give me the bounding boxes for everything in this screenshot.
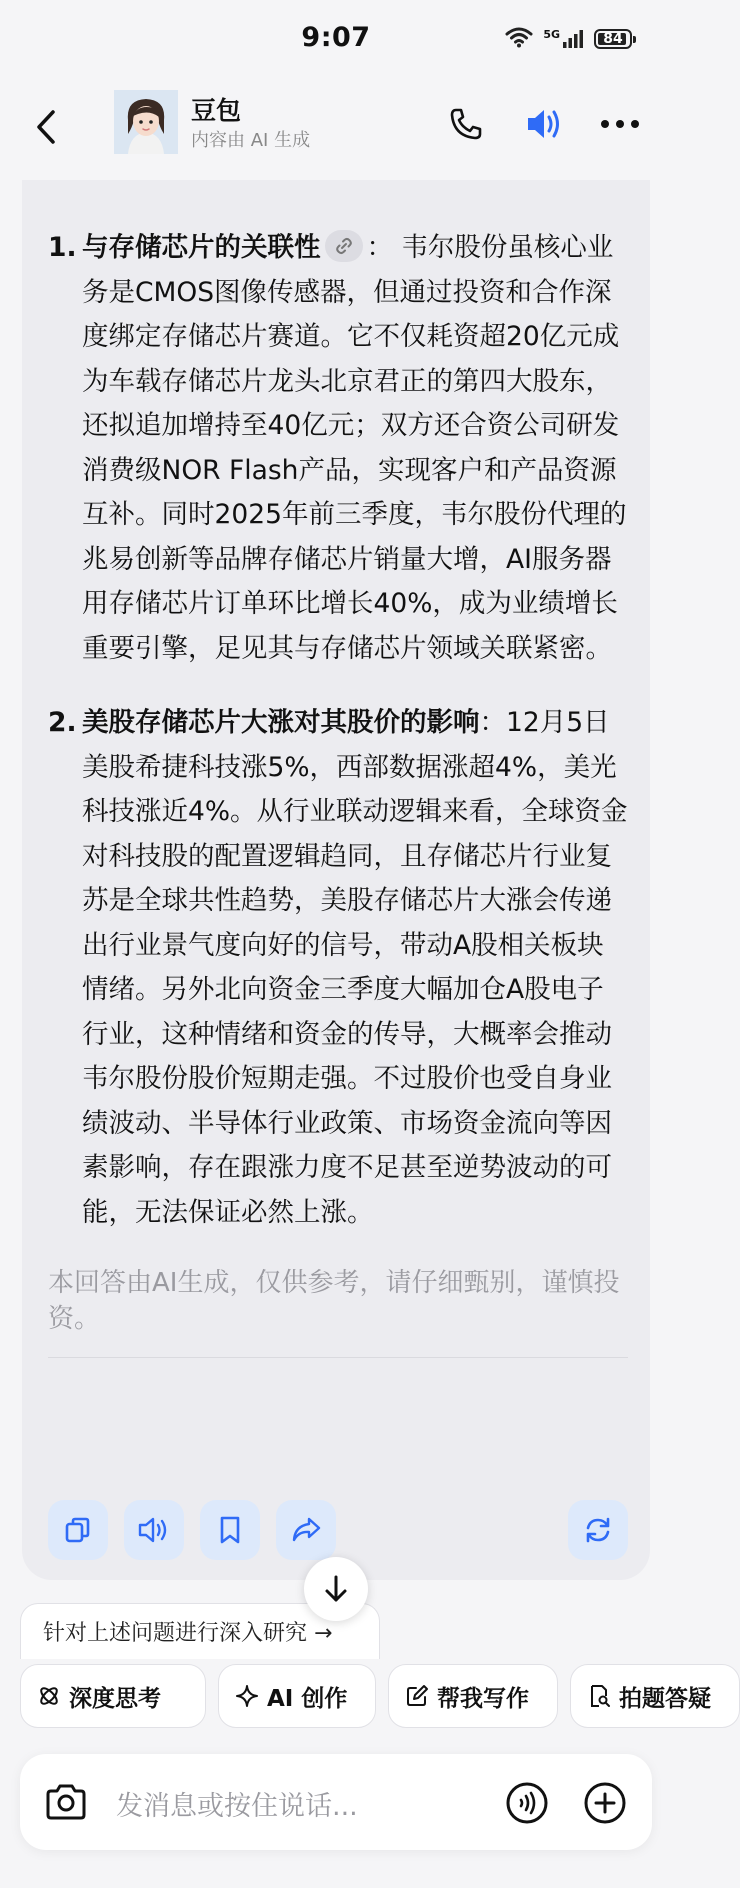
bookmark-button[interactable] [200,1500,260,1560]
sparkle-icon [235,1684,259,1708]
photo-question-icon [587,1684,611,1708]
item-text: 12月5日美股希捷科技涨5%，西部数据涨超4%，美光科技涨近4%。从行业联动逻辑来看，全球资金对科技股的配置逻辑趋同，且存储芯片行业复苏是全球共性趋势，美股存储芯片大涨会传递出行业景气度向好的信号，带动A股相关板块情绪。另外北向资金三季度大幅加仓A股电子行业，这种情绪和资金的传导，大概率会推动韦尔股份股价短期走强。不过股价也受自身业绩波动、半导体行业政策、市场资金流向等因素影响，存在跟涨力度不足甚至逆势波动的可能，无法保证必然上涨。 [82,707,628,1228]
link-icon [334,236,354,256]
camera-button[interactable] [42,1778,90,1826]
share-icon [290,1515,322,1545]
help-write-label: 帮我写作 [437,1685,529,1712]
phone-icon [448,106,484,142]
message-input[interactable]: 发消息或按住说话... [116,1791,358,1822]
write-icon [405,1684,429,1708]
chat-header [0,80,672,180]
item-title: 与存储芯片的关联性 [82,232,321,263]
list-number: 2. [48,707,77,738]
battery-icon [594,29,632,49]
read-aloud-button[interactable] [124,1500,184,1560]
deep-think-label: 深度思考 [69,1685,161,1712]
message-body [48,170,628,1358]
ai-disclaimer: 本回答由AI生成，仅供参考，请仔细甄别，谨慎投资。 [48,1268,620,1334]
photo-question-button[interactable] [570,1664,740,1728]
suggested-question-label: 针对上述问题进行深入研究 → [43,1621,333,1646]
add-attachment-button[interactable] [582,1780,628,1826]
plus-icon [583,1781,627,1825]
share-button[interactable] [276,1500,336,1560]
read-aloud-icon [137,1515,171,1545]
quick-actions-bar [20,1664,711,1730]
divider [48,1357,628,1358]
regenerate-icon [582,1514,614,1546]
copy-button[interactable] [48,1500,108,1560]
chat-subtitle: 内容由 AI 生成 [191,130,311,151]
list-number: 1. [48,232,77,263]
phone-button[interactable] [442,100,490,148]
list-item [48,701,628,1235]
speaker-button[interactable] [520,100,568,148]
chat-title: 豆包 [191,96,242,125]
deep-think-icon [37,1684,61,1708]
system-icons [505,26,632,52]
more-icon [600,119,640,129]
item-sep: ： [479,707,506,738]
wifi-icon [505,26,533,52]
bookmark-icon [217,1515,243,1545]
battery-text: 84 [603,31,623,47]
deep-think-button[interactable] [20,1664,206,1728]
back-button[interactable] [26,102,66,152]
voice-call-button[interactable] [504,1780,550,1826]
list-item [48,226,628,671]
answer-list [48,226,628,1235]
status-time: 9:07 [301,22,371,53]
camera-icon [44,1782,88,1822]
scroll-to-bottom-button[interactable] [304,1557,368,1621]
item-sep: ： [366,232,393,263]
more-button[interactable] [596,100,644,148]
arrow-down-icon [323,1574,349,1604]
voice-wave-icon [505,1781,549,1825]
status-bar [0,0,672,80]
item-title: 美股存储芯片大涨对其股价的影响 [82,707,480,738]
message-actions [48,1500,628,1560]
regenerate-button[interactable] [568,1500,628,1560]
message-input-bar [20,1754,652,1850]
cellular-icon [543,29,584,49]
avatar[interactable] [114,90,178,154]
help-write-button[interactable] [388,1664,558,1728]
speaker-icon [524,106,564,142]
copy-icon [63,1515,93,1545]
ai-message-card [22,170,650,1580]
item-text: 韦尔股份虽核心业务是CMOS图像传感器，但通过投资和合作深度绑定存储芯片赛道。它不仅耗资超20亿元成为车载存储芯片龙头北京君正的第四大股东，还拟追加增持至40亿元；双方还合资公司研发消费级NOR Flash产品，实现客户和产品资源互补。同时2025年前三季度，韦尔股份代理的兆易创新等品牌存储芯片销量大增，AI服务器用存储芯片订单环比增长40%，成为业绩增长重要引擎，足见其与存储芯片领域关联紧密。 [82,232,627,664]
back-icon [35,109,57,145]
ai-create-button[interactable] [218,1664,376,1728]
battery-tip [633,36,636,43]
ai-create-label: AI 创作 [267,1685,348,1712]
photo-question-label: 拍题答疑 [619,1685,711,1712]
network-type: 5G [543,28,560,41]
reference-link-button[interactable] [325,230,363,262]
